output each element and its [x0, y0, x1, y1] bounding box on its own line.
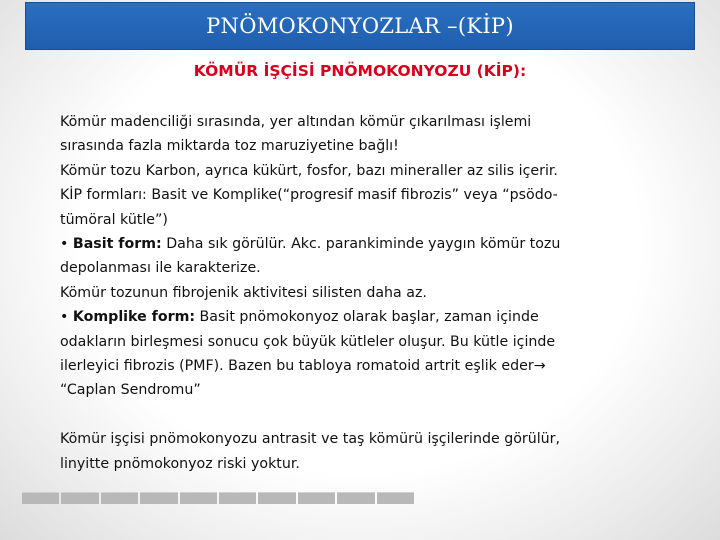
footer-segment [337, 492, 374, 504]
body-line: Kömür işçisi pnömokonyozu antrasit ve taş kömürü işçilerinde görülür, [60, 431, 560, 448]
bullet-marker: • [60, 309, 73, 326]
footer-decoration [22, 492, 414, 504]
footer-segment [258, 492, 295, 504]
slide-subtitle: KÖMÜR İŞÇİSİ PNÖMOKONYOZU (KİP): [193, 62, 527, 80]
body-text [60, 110, 660, 476]
footer-segment [101, 492, 138, 504]
body-line: tümöral kütle”) [60, 211, 168, 228]
body-line: Kömür tozu Karbon, ayrıca kükürt, fosfor, bazı mineraller az silis içerir. [60, 162, 558, 179]
bullet-komplike-form [60, 305, 660, 329]
paragraph-gap [60, 403, 660, 427]
bullet-label: Komplike form: [72, 309, 196, 326]
bullet-basit-form [60, 232, 660, 256]
footer-segment [180, 492, 217, 504]
footer-segment [377, 492, 414, 504]
body-line: “Caplan Sendromu” [60, 382, 201, 399]
footer-segment [219, 492, 256, 504]
body-line: Kömür tozunun fibrojenik aktivitesi silisten daha az. [60, 284, 427, 301]
footer-segment [140, 492, 177, 504]
bullet-label: Basit form: [72, 236, 162, 253]
body-line: KİP formları: Basit ve Komplike(“progresif masif fibrozis” veya “psödo- [60, 187, 558, 204]
body-line: depolanması ile karakterize. [60, 260, 261, 277]
bullet-text: Daha sık görülür. Akc. parankiminde yaygın kömür tozu [161, 236, 561, 253]
footer-segment [22, 492, 59, 504]
body-line: linyitte pnömokonyoz riski yoktur. [60, 455, 300, 472]
body-line: odakların birleşmesi sonucu çok büyük kütleler oluşur. Bu kütle içinde [60, 333, 556, 350]
footer-segment [298, 492, 335, 504]
body-line: ilerleyici fibrozis (PMF). Bazen bu tabloya romatoid artrit eşlik eder→ [60, 358, 546, 375]
slide-title: PNÖMOKONYOZLAR –(KİP) [206, 14, 514, 38]
footer-segment [61, 492, 98, 504]
title-bar [25, 2, 695, 50]
body-line: Kömür madenciliği sırasında, yer altından kömür çıkarılması işlemi [60, 114, 532, 130]
bullet-marker: • [60, 236, 73, 253]
bullet-text: Basit pnömokonyoz olarak başlar, zaman içinde [195, 309, 539, 326]
body-line: sırasında fazla miktarda toz maruziyetine bağlı! [60, 138, 399, 155]
